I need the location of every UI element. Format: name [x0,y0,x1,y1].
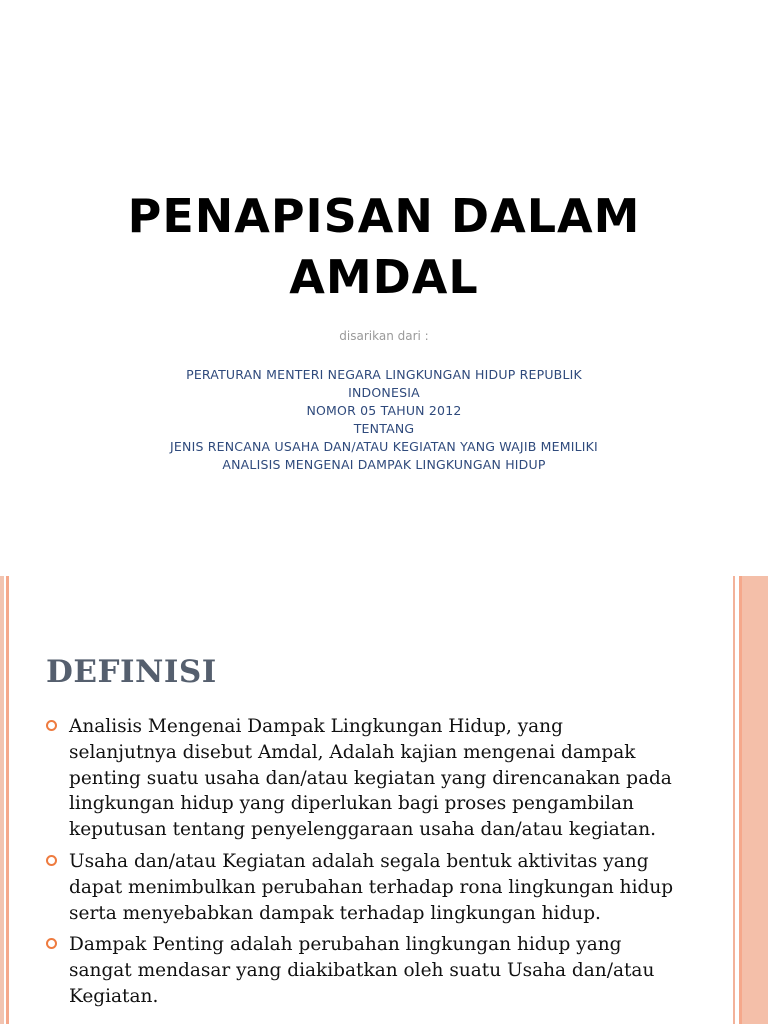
regulation-line-6: ANALISIS MENGENAI DAMPAK LINGKUNGAN HIDUP [222,457,546,472]
definition-list [46,714,676,1016]
regulation-line-4: TENTANG [353,421,415,436]
regulation-line-1: PERATURAN MENTERI NEGARA LINGKUNGAN HIDUP REPUBLIK [186,367,582,382]
list-item [46,849,676,926]
list-item-text: Dampak Penting adalah perubahan lingkungan hidup yang sangat mendasar yang diakibatkan oleh suatu Usaha dan/atau Kegiatan. [69,934,655,1007]
derived-from-label: disarikan dari : [339,329,429,343]
regulation-line-2: INDONESIA [348,385,420,400]
slide-title-line-1: PENAPISAN DALAM [127,189,641,243]
list-item-text: Usaha dan/atau Kegiatan adalah segala bentuk aktivitas yang dapat menimbulkan perubahan terhadap rona lingkungan hidup serta menyebabkan dampak terhadap lingkungan hidup. [69,850,674,924]
left-accent-bar [0,576,4,1024]
circle-bullet-icon [46,938,57,949]
definition-slide [0,576,768,1024]
circle-bullet-icon [46,855,57,866]
regulation-line-5: JENIS RENCANA USAHA DAN/ATAU KEGIATAN YANG WAJIB MEMILIKI [170,439,598,454]
slide-title [40,186,728,308]
list-item [46,714,676,843]
list-item-text: Analisis Mengenai Dampak Lingkungan Hidup, yang selanjutnya disebut Amdal, Adalah kajian mengenai dampak penting suatu usaha dan/atau kegiatan yang direncanakan pada lingkungan hidup yang diperlukan bagi proses pengambilan keputusan tentang penyelenggaraan usaha dan/atau kegiatan. [69,716,672,841]
right-accent-bar [742,576,768,1024]
circle-bullet-icon [46,720,57,731]
definition-heading: DEFINISI [46,654,217,690]
list-item [46,932,676,1009]
left-accent-bar-inner [6,576,9,1024]
regulation-reference [120,366,648,474]
right-accent-line [733,576,735,1024]
regulation-line-3: NOMOR 05 TAHUN 2012 [306,403,462,418]
slide-title-line-2: AMDAL [289,250,479,304]
